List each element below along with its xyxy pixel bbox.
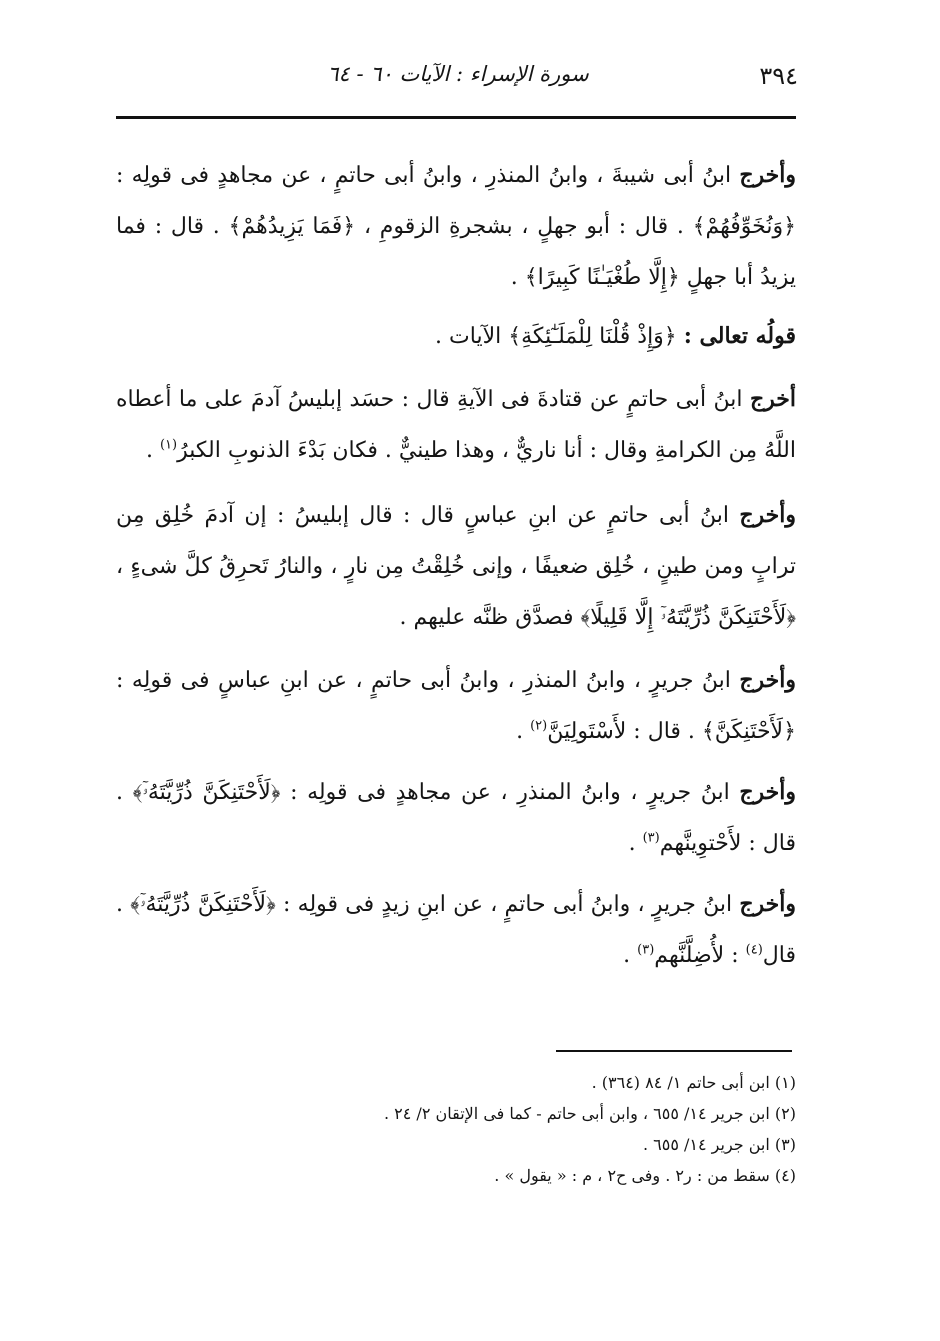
paragraph-tail: . — [628, 831, 643, 856]
paragraph — [116, 655, 796, 757]
paragraph-lead: وأخرج — [739, 502, 796, 528]
paragraph-text: ابنُ أبى حاتمٍ عن ابنِ عباسٍ قال : قال إبليسُ : إن آدمَ خُلِق مِن ترابٍ ومن طينٍ ، خُلِق ضعيفًا ، وإنى خُلِقْتُ مِن نارٍ ، والنارُ تَحرِقُ كلَّ شىءٍ ، ﴿لَأَحْتَنِكَنَّ ذُرِّيَّتَهُۥٓ إِلَّا قَلِيلًا﴾ فصدَّق ظنَّه عليهم . — [116, 503, 796, 630]
paragraph — [116, 374, 796, 476]
paragraph-text: ابنُ أبى حاتمٍ عن قتادةَ فى الآيةِ قال : حسَد إبليسُ آدمَ على ما أعطاه اللَّهُ مِن الكرامةِ وقال : أنا ناريٌّ ، وهذا طينيٌّ . فكان بَدْءَ الذنوبِ الكبرُ — [116, 387, 796, 463]
paragraph-tail: . — [145, 438, 160, 463]
paragraph — [116, 879, 796, 981]
running-title: سورة الإسراء : الآيات ٦٠ - ٦٤ — [327, 62, 589, 86]
footnote: (٤) سقط من : ر٢ . وفى ح٢ ، م : « يقول » . — [494, 1166, 796, 1185]
footnote-marker: (٣) — [642, 830, 660, 846]
paragraph-text: ابنُ أبى شيبةَ ، وابنُ المنذرِ ، وابنُ أبى حاتمٍ ، عن مجاهدٍ فى قولِه : ﴿وَنُخَوِّفُهُمْ﴾ . قال : أبو جهلٍ ، بشجرةِ الزقومِ ، ﴿فَمَا يَزِيدُهُمْ﴾ . قال : فما يزيدُ أبا جهلٍ ﴿إِلَّا طُغْيَـٰنًا كَبِيرًا﴾ . — [116, 163, 796, 290]
main-text — [116, 150, 796, 981]
section-heading — [116, 311, 796, 362]
paragraph-lead: أخرج — [749, 386, 796, 412]
footnote-marker: (٢) — [530, 718, 548, 734]
page-number: ٣٩٤ — [759, 62, 798, 90]
paragraph-tail: . — [516, 719, 531, 744]
paragraph-text: ابنُ جريرٍ ، وابنُ المنذرِ ، عن مجاهدٍ فى قولِه : ﴿لَأَحْتَنِكَنَّ ذُرِّيَّتَهُۥٓ﴾ . قال : لأَحْتوِينَّهم — [116, 780, 796, 856]
paragraph-lead: وأخرج — [739, 779, 796, 805]
paragraph-text: ابنُ جريرٍ ، وابنُ أبى حاتمٍ ، عن ابنِ زيدٍ فى قولِه : ﴿لَأَحْتَنِكَنَّ ذُرِّيَّتَهُۥٓ﴾ . قال — [116, 892, 796, 968]
footnote-divider — [556, 1050, 792, 1052]
heading-lead: قولُه تعالى : — [683, 323, 796, 349]
footnotes — [116, 1068, 796, 1192]
paragraph — [116, 767, 796, 869]
page-header — [118, 62, 798, 98]
paragraph-lead: وأخرج — [739, 891, 796, 917]
footnote: (١) ابن أبى حاتم ١/ ٨٤ (٣٦٤) . — [591, 1073, 796, 1092]
footnote-marker: (٣) — [637, 942, 655, 958]
quran-verse: ﴿وَإِذْ قُلْنَا لِلْمَلَـٰٓئِكَةِ﴾ — [508, 324, 684, 349]
paragraph-text: ابنُ جريرٍ ، وابنُ المنذرِ ، وابنُ أبى حاتمٍ ، عن ابنِ عباسٍ فى قولِه : ﴿لَأَحْتَنِكَنَّ﴾ . قال : لأَسْتَولِيَنَّ — [116, 668, 796, 744]
paragraph — [116, 150, 796, 303]
footnote: (٢) ابن جرير ١٤/ ٦٥٥ ، وابن أبى حاتم - كما فى الإتقان ٢/ ٢٤ . — [383, 1104, 796, 1123]
footnote-marker: (٤) — [745, 942, 763, 958]
paragraph-tail: . — [623, 943, 638, 968]
footnote-marker: (١) — [159, 437, 178, 453]
footnote: (٣) ابن جرير ١٤/ ٦٥٥ . — [642, 1135, 796, 1154]
paragraph — [116, 490, 796, 643]
header-divider — [116, 116, 796, 119]
paragraph-text-continued: : لأُضِلَّنَّهم — [654, 943, 746, 968]
heading-text: الآيات . — [435, 324, 509, 349]
paragraph-lead: وأخرج — [739, 162, 796, 188]
paragraph-lead: وأخرج — [739, 667, 796, 693]
